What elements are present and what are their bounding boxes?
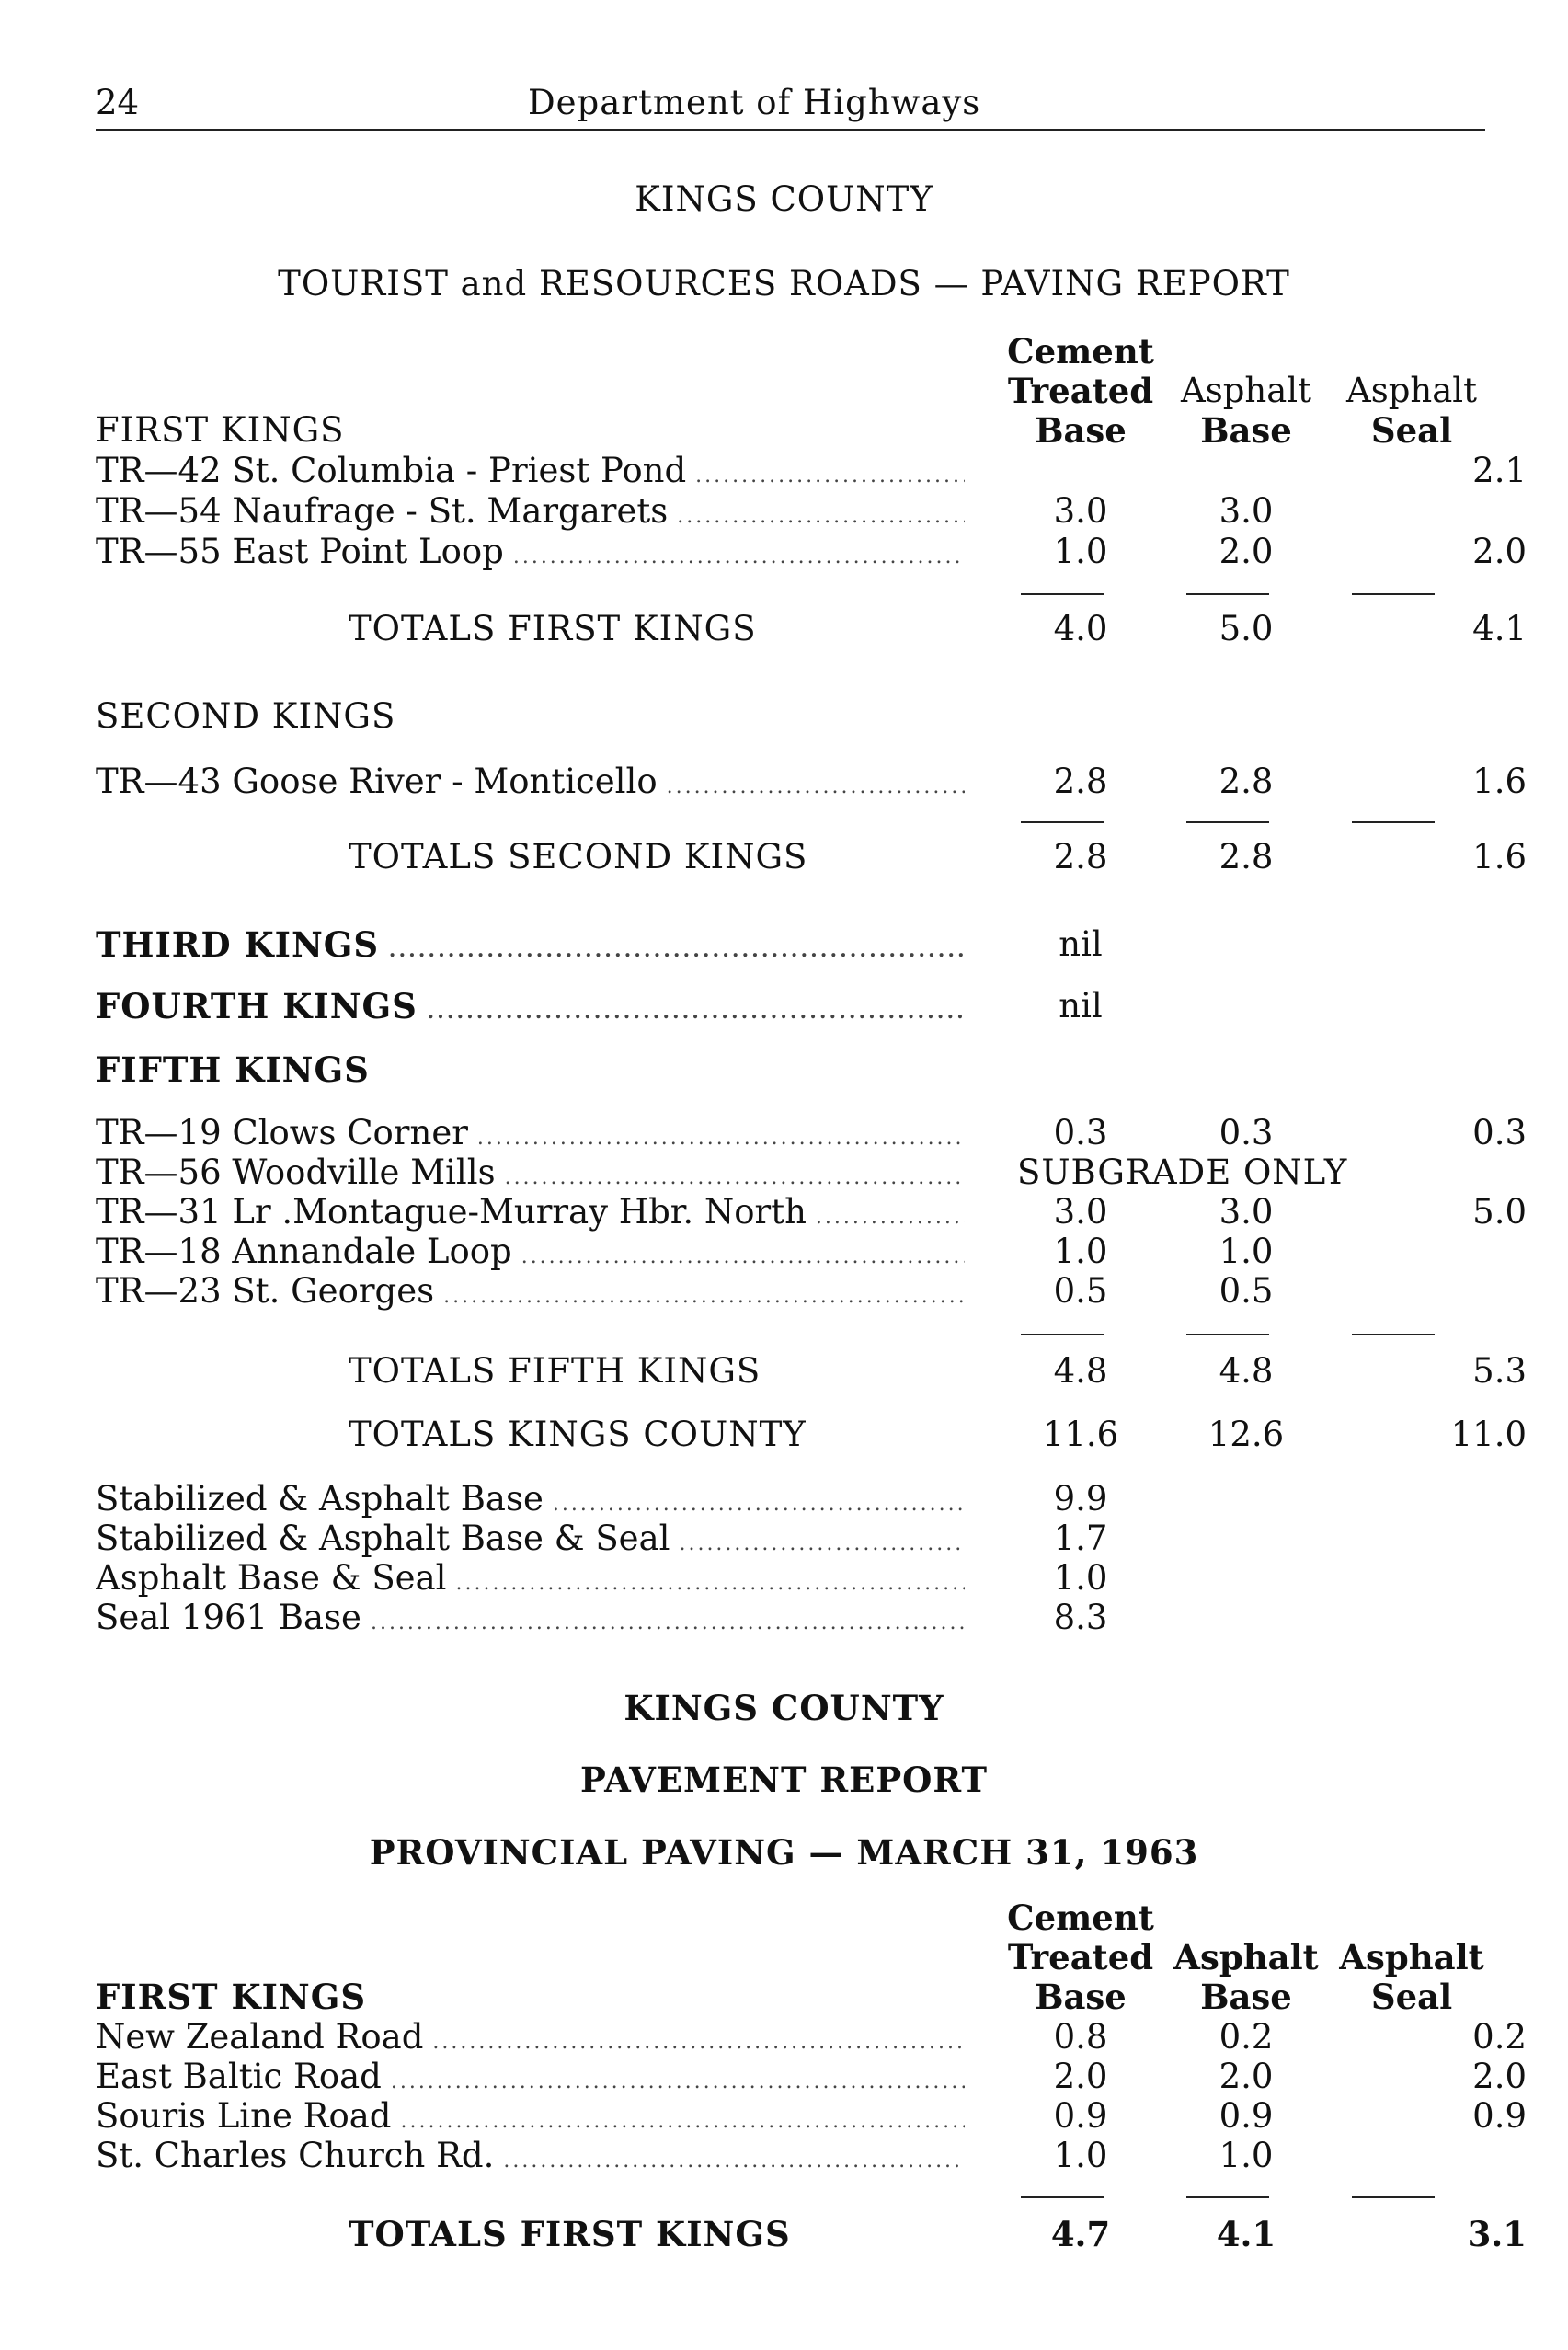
ab-total: 5.0 <box>1219 609 1274 648</box>
total-rule <box>1352 821 1435 823</box>
as-total: 1.6 <box>1472 837 1527 877</box>
table-row <box>96 1113 1530 1153</box>
table-row <box>96 532 1530 572</box>
table-row <box>96 2017 1530 2058</box>
ctb-value: 0.9 <box>1053 2096 1108 2136</box>
as-total: 11.0 <box>1450 1415 1527 1454</box>
ctb-value: 0.8 <box>1053 2017 1108 2057</box>
ab-value: 1.0 <box>1219 2136 1274 2175</box>
summary-label: Asphalt Base & Seal ..... <box>96 1558 965 1598</box>
ab-value: 1.0 <box>1219 1232 1274 1271</box>
group-heading-fourth-kings: FOURTH KINGS ..... <box>96 986 965 1026</box>
ab-value: 0.5 <box>1219 1271 1274 1311</box>
summary-value: 1.0 <box>1053 1558 1108 1598</box>
road-name: TR—42 St. Columbia - Priest Pond ..... <box>96 451 965 490</box>
ab-total: 12.6 <box>1207 1415 1285 1454</box>
ab-total: 4.8 <box>1219 1351 1274 1391</box>
totals-label: TOTALS FIFTH KINGS <box>349 1351 761 1391</box>
as-total: 3.1 <box>1467 2214 1527 2254</box>
summary-label: Seal 1961 Base ..... <box>96 1598 965 1637</box>
col-ctb-line2: Treated <box>1007 371 1154 411</box>
ctb-total: 4.7 <box>1050 2214 1111 2254</box>
total-rule <box>1352 593 1435 595</box>
table-row <box>96 2096 1530 2137</box>
totals-label: TOTALS FIRST KINGS <box>349 609 757 648</box>
table-row <box>96 1152 1530 1193</box>
ctb-value: nil <box>1059 986 1103 1026</box>
col-ctb-line3: Base <box>1035 410 1127 451</box>
report1-subtitle <box>0 264 1568 304</box>
col-as-line2: Seal <box>1370 410 1453 451</box>
table-row <box>96 451 1530 491</box>
col-as-line1: Asphalt <box>1339 1937 1484 1977</box>
road-name: TR—55 East Point Loop ..... <box>96 532 965 571</box>
ab-value: 2.0 <box>1219 532 1274 571</box>
total-rule <box>1021 593 1104 595</box>
road-name: TR—18 Annandale Loop ..... <box>96 1232 965 1271</box>
report1-subtitle-text: TOURIST and RESOURCES ROADS — PAVING REPORT <box>278 264 1290 304</box>
table-row <box>96 1192 1530 1232</box>
totals-row <box>96 2214 1530 2254</box>
road-name: TR—19 Clows Corner ..... <box>96 1113 965 1152</box>
report2-subtitle2: PROVINCIAL PAVING — MARCH 31, 1963 <box>369 1832 1199 1873</box>
ctb-value: 1.0 <box>1053 1232 1108 1271</box>
ab-value: 0.2 <box>1219 2017 1274 2057</box>
col-ctb-line1: Cement <box>1007 1897 1154 1938</box>
totals-label: TOTALS KINGS COUNTY <box>349 1415 807 1454</box>
as-value: 5.0 <box>1472 1192 1527 1232</box>
report1-title: KINGS COUNTY <box>635 179 933 219</box>
total-rule <box>1186 593 1269 595</box>
col-ab-line2: Base <box>1200 410 1292 451</box>
as-value: 0.3 <box>1472 1113 1527 1152</box>
col-as-line2: Seal <box>1370 1977 1453 2017</box>
ctb-value: 3.0 <box>1053 491 1108 531</box>
report2-subtitle: PAVEMENT REPORT <box>579 1760 989 1800</box>
summary-value: 9.9 <box>1053 1479 1108 1519</box>
total-rule <box>1186 1334 1269 1335</box>
totals-row <box>96 1351 1530 1392</box>
ctb-value: 0.5 <box>1053 1271 1108 1311</box>
page-header <box>96 83 1485 131</box>
group-heading-first-kings: FIRST KINGS <box>96 410 345 450</box>
table-row <box>96 1271 1530 1312</box>
road-name: TR—43 Goose River - Monticello ..... <box>96 762 965 801</box>
as-value: 0.2 <box>1472 2017 1527 2057</box>
totals-label: TOTALS SECOND KINGS <box>349 837 808 877</box>
totals-label: TOTALS FIRST KINGS <box>349 2214 791 2254</box>
summary-row <box>96 1479 1530 1519</box>
page-number: 24 <box>96 83 140 122</box>
ctb-total: 11.6 <box>1042 1415 1119 1454</box>
ctb-value: 1.0 <box>1053 532 1108 571</box>
col-ab-line1: Asphalt <box>1181 371 1311 410</box>
county-totals-row <box>96 1415 1530 1455</box>
summary-row <box>96 1598 1530 1638</box>
total-rule <box>1021 2196 1104 2198</box>
col-ab-line2: Base <box>1200 1977 1292 2017</box>
group-row-fourth-kings <box>96 986 1530 1026</box>
table-row <box>96 762 1530 802</box>
ctb-value: 1.0 <box>1053 2136 1108 2175</box>
total-rule <box>1021 1334 1104 1335</box>
ctb-total: 4.8 <box>1053 1351 1108 1391</box>
table-row <box>96 2136 1530 2176</box>
summary-value: 1.7 <box>1053 1519 1108 1558</box>
ab-value: 3.0 <box>1219 1192 1274 1232</box>
running-title: Department of Highways <box>528 83 981 122</box>
total-rule <box>1186 2196 1269 2198</box>
as-value: 2.1 <box>1472 451 1527 490</box>
as-value: 1.6 <box>1472 762 1527 801</box>
group-heading-third-kings: THIRD KINGS ..... <box>96 924 965 965</box>
as-value: 2.0 <box>1472 2057 1527 2096</box>
summary-row <box>96 1558 1530 1599</box>
road-name: New Zealand Road ..... <box>96 2017 965 2057</box>
ab-value: 0.9 <box>1219 2096 1274 2136</box>
col-as-line1: Asphalt <box>1346 371 1477 410</box>
col-ctb-line2: Treated <box>1007 1937 1154 1977</box>
ctb-total: 2.8 <box>1053 837 1108 877</box>
ab-value: 3.0 <box>1219 491 1274 531</box>
subgrade-note: SUBGRADE ONLY <box>1017 1152 1348 1192</box>
group-heading-fifth-kings: FIFTH KINGS <box>96 1049 370 1090</box>
summary-row <box>96 1519 1530 1559</box>
road-name: Souris Line Road ..... <box>96 2096 965 2136</box>
summary-label: Stabilized & Asphalt Base & Seal ..... <box>96 1519 965 1558</box>
ctb-total: 4.0 <box>1053 609 1108 648</box>
as-value: 0.9 <box>1472 2096 1527 2136</box>
ab-value: 2.8 <box>1219 762 1274 801</box>
ctb-value: nil <box>1059 924 1103 964</box>
group-heading-second-kings: SECOND KINGS <box>96 696 396 736</box>
summary-label: Stabilized & Asphalt Base ..... <box>96 1479 965 1519</box>
table-row <box>96 2057 1530 2097</box>
total-rule <box>1021 821 1104 823</box>
totals-row <box>96 837 1530 877</box>
as-value: 2.0 <box>1472 532 1527 571</box>
road-name: TR—54 Naufrage - St. Margarets ..... <box>96 491 965 531</box>
ctb-value: 0.3 <box>1053 1113 1108 1152</box>
group-row-third-kings <box>96 924 1530 965</box>
road-name: TR—56 Woodville Mills ..... <box>96 1152 965 1192</box>
road-name: TR—23 St. Georges ..... <box>96 1271 965 1311</box>
ctb-value: 3.0 <box>1053 1192 1108 1232</box>
table-row <box>96 1232 1530 1272</box>
ab-value: 0.3 <box>1219 1113 1274 1152</box>
total-rule <box>1352 2196 1435 2198</box>
summary-value: 8.3 <box>1053 1598 1108 1637</box>
group-heading-first-kings: FIRST KINGS <box>96 1977 367 2017</box>
table-row <box>96 491 1530 532</box>
report2-title: KINGS COUNTY <box>624 1688 944 1728</box>
ab-value: 2.0 <box>1219 2057 1274 2096</box>
total-rule <box>1186 821 1269 823</box>
totals-row <box>96 609 1530 649</box>
col-ab-line1: Asphalt <box>1173 1937 1319 1977</box>
col-ctb-line1: Cement <box>1007 331 1154 372</box>
as-total: 5.3 <box>1472 1351 1527 1391</box>
ab-total: 4.1 <box>1216 2214 1276 2254</box>
as-total: 4.1 <box>1472 609 1527 648</box>
ab-total: 2.8 <box>1219 837 1274 877</box>
total-rule <box>1352 1334 1435 1335</box>
road-name: TR—31 Lr .Montague-Murray Hbr. North ..... <box>96 1192 965 1232</box>
col-ctb-line3: Base <box>1035 1977 1127 2017</box>
road-name: East Baltic Road ..... <box>96 2057 965 2096</box>
road-name: St. Charles Church Rd. ..... <box>96 2136 965 2175</box>
ctb-value: 2.0 <box>1053 2057 1108 2096</box>
ctb-value: 2.8 <box>1053 762 1108 801</box>
